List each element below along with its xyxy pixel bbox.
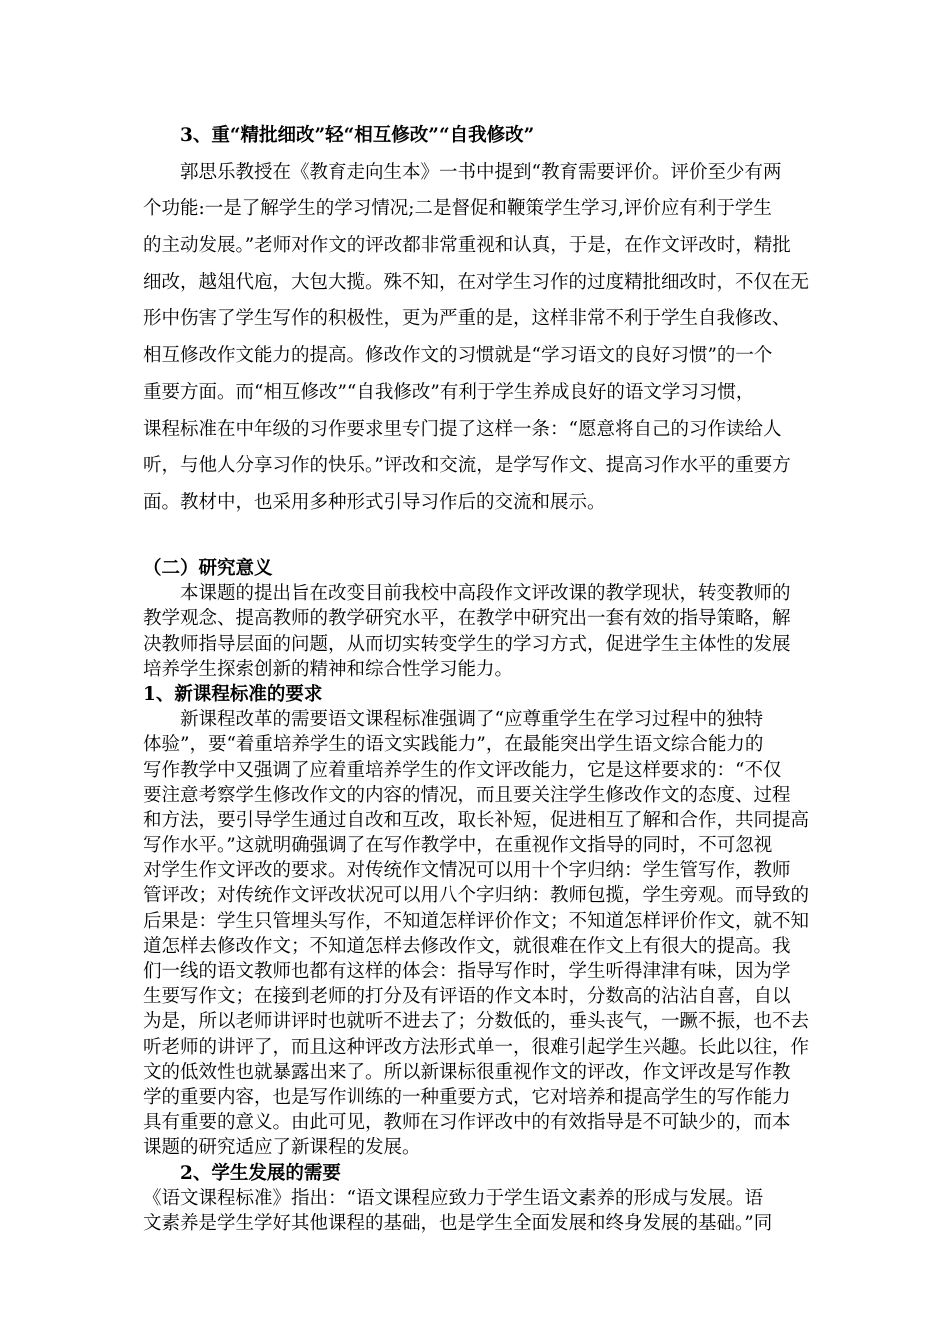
- paragraph-line: 后果是：学生只管埋头写作，不知道怎样评价作文；不知道怎样评价作文，就不知: [143, 910, 810, 932]
- paragraph-line: 相互修改作文能力的提高。修改作文的习惯就是“学习语文的良好习惯”的一个: [143, 345, 773, 367]
- section-3-heading: 3、重“精批细改”轻“相互修改”“自我修改”: [180, 125, 535, 146]
- paragraph-line: 文的低效性也就暴露出来了。所以新课标很重视作文的评改，作文评改是写作教: [143, 1061, 791, 1083]
- paragraph-line: 教学观念、提高教师的教学研究水平，在教学中研究出一套有效的指导策略，解: [143, 608, 791, 630]
- subsection-heading: 2、学生发展的需要: [180, 1162, 341, 1184]
- paragraph-line: 课题的研究适应了新课程的发展。: [143, 1137, 421, 1159]
- paragraph-line: 学的重要内容，也是写作训练的一种重要方式，它对培养和提高学生的写作能力: [143, 1086, 791, 1108]
- paragraph-line: 重要方面。而“相互修改”“自我修改”有利于学生养成良好的语文学习习惯，: [143, 381, 755, 403]
- paragraph-line: 细改，越俎代庖，大包大揽。殊不知，在对学生习作的过度精批细改时，不仅在无: [143, 271, 810, 293]
- paragraph-line: 决教师指导层面的问题，从而切实转变学生的学习方式，促进学生主体性的发展: [143, 633, 791, 655]
- paragraph-line: 的主动发展。”老师对作文的评改都非常重视和认真，于是，在作文评改时，精批: [143, 235, 791, 257]
- paragraph-line: 对学生作文评改的要求。对传统作文情况可以用十个字归纳：学生管写作，教师: [143, 860, 791, 882]
- paragraph-line: 和方法，要引导学生通过自改和互改，取长补短，促进相互了解和合作，共同提高: [143, 809, 810, 831]
- paragraph-line: 具有重要的意义。由此可见，教师在习作评改中的有效指导是不可缺少的，而本: [143, 1112, 791, 1134]
- paragraph-line: 本课题的提出旨在改变目前我校中高段作文评改课的教学现状，转变教师的: [180, 583, 791, 605]
- paragraph-line: 课程标准在中年级的习作要求里专门提了这样一条：“愿意将自己的习作读给人: [143, 418, 782, 440]
- paragraph-line: 听，与他人分享习作的快乐。”评改和交流，是学写作文、提高习作水平的重要方: [143, 455, 791, 477]
- paragraph-line: 个功能:一是了解学生的学习情况;二是督促和鞭策学生学习,评价应有利于学生: [143, 198, 772, 220]
- paragraph-line: 们一线的语文教师也都有这样的体会：指导写作时，学生听得津津有味，因为学: [143, 961, 791, 982]
- paragraph-line: 要注意考察学生修改作文的内容的情况，而且要关注学生修改作文的态度、过程: [143, 784, 791, 806]
- section-heading: （二）研究意义: [143, 558, 273, 579]
- paragraph-line: 听老师的讲评了，而且这种评改方法形式单一，很难引起学生兴趣。长此以往，作: [143, 1036, 810, 1058]
- paragraph-line: 文素养是学生学好其他课程的基础，也是学生全面发展和终身发展的基础。”同: [143, 1212, 773, 1234]
- paragraph-line: 为是，所以老师讲评时也就听不进去了；分数低的，垂头丧气，一蹶不振，也不去: [143, 1011, 810, 1033]
- paragraph-line: 郭思乐教授在《教育走向生本》一书中提到“教育需要评价。评价至少有两: [180, 161, 782, 183]
- paragraph-line: 面。教材中，也采用多种形式引导习作后的交流和展示。: [143, 491, 606, 513]
- paragraph-line: 道怎样去修改作文；不知道怎样去修改作文，就很难在作文上有很大的提高。我: [143, 935, 791, 957]
- paragraph-line: 新课程改革的需要语文课程标准强调了“应尊重学生在学习过程中的独特: [180, 709, 763, 731]
- paragraph-line: 《语文课程标准》指出：“语文课程应致力于学生语文素养的形成与发展。语: [143, 1187, 763, 1209]
- paragraph-line: 生要写作文；在接到老师的打分及有评语的作文本时，分数高的沾沾自喜，自以: [143, 986, 791, 1008]
- paragraph-line: 写作水平。”这就明确强调了在写作教学中，在重视作文指导的同时，不可忽视: [143, 835, 773, 857]
- subsection-heading: 1、新课程标准的要求: [143, 683, 323, 705]
- paragraph-line: 体验”，要“着重培养学生的语文实践能力”，在最能突出学生语文综合能力的: [143, 734, 764, 756]
- paragraph-line: 管评改；对传统作文评改状况可以用八个字归纳：教师包揽，学生旁观。而导致的: [143, 885, 810, 907]
- section-3-block: [143, 118, 823, 522]
- paragraph-line: 培养学生探索创新的精神和综合性学习能力。: [143, 658, 514, 680]
- research-significance-block: [143, 556, 823, 1236]
- paragraph-line: 写作教学中又强调了应着重培养学生的作文评改能力，它是这样要求的：“不仅: [143, 759, 782, 781]
- paragraph-line: 形中伤害了学生写作的积极性，更为严重的是，这样非常不利于学生自我修改、: [143, 308, 791, 330]
